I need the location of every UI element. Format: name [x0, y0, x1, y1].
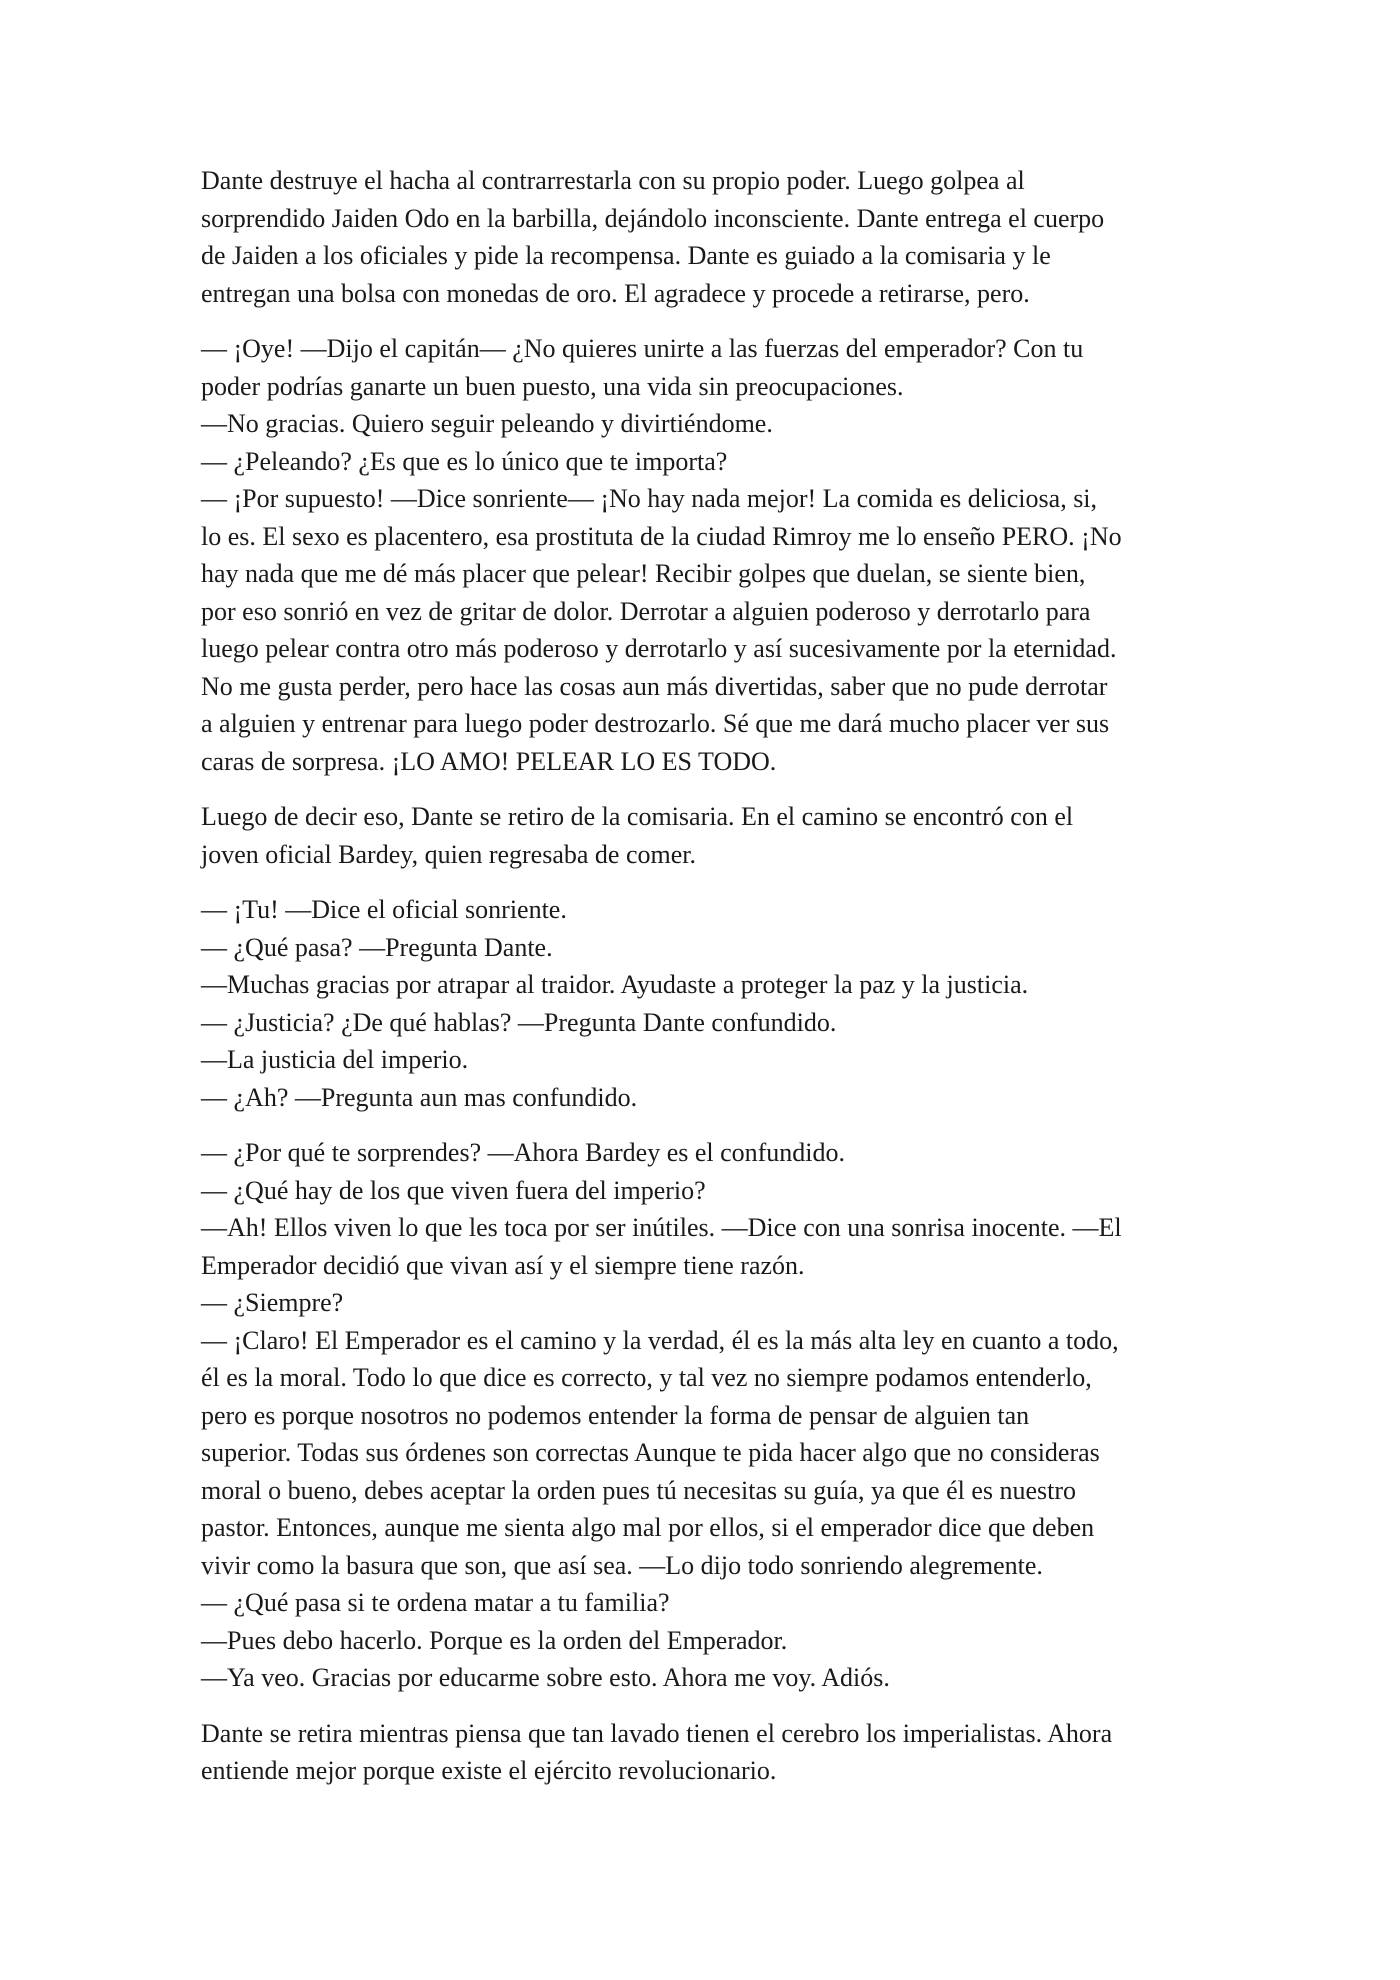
- text-line: joven oficial Bardey, quien regresaba de comer.: [201, 839, 696, 869]
- text-line: superior. Todas sus órdenes son correctas Aunque te pida hacer algo que no consideras: [201, 1438, 1100, 1467]
- text-line: Luego de decir eso, Dante se retiro de la comisaria. En el camino se encontró con el: [201, 802, 1074, 831]
- paragraph: [201, 1134, 1211, 1697]
- text-line: pero es porque nosotros no podemos entender la forma de pensar de alguien tan: [201, 1400, 1030, 1430]
- text-line: —Pues debo hacerlo. Porque es la orden del Emperador.: [201, 1625, 788, 1655]
- text-line: —No gracias. Quiero seguir peleando y divirtiéndome.: [201, 409, 773, 438]
- text-line: — ¡Por supuesto! —Dice sonriente— ¡No hay nada mejor! La comida es deliciosa, si,: [201, 484, 1098, 513]
- text-line: Dante destruye el hacha al contrarrestarla con su propio poder. Luego golpea al: [201, 166, 1025, 195]
- text-line: Dante se retira mientras piensa que tan lavado tienen el cerebro los imperialistas. Ahora: [201, 1718, 1113, 1748]
- text-line: entiende mejor porque existe el ejército revolucionario.: [201, 1756, 777, 1785]
- text-line: —La justicia del imperio.: [201, 1045, 469, 1074]
- text-line: pastor. Entonces, aunque me sienta algo mal por ellos, si el emperador dice que deben: [201, 1513, 1095, 1542]
- text-line: — ¡Claro! El Emperador es el camino y la verdad, él es la más alta ley en cuanto a todo,: [201, 1325, 1119, 1355]
- paragraph: [201, 891, 1211, 1116]
- text-line: caras de sorpresa. ¡LO AMO! PELEAR LO ES TODO.: [201, 746, 777, 776]
- text-line: hay nada que me dé más placer que pelear! Recibir golpes que duelan, se siente bien,: [201, 559, 1086, 588]
- paragraph: [201, 798, 1211, 873]
- text-line: —Ah! Ellos viven lo que les toca por ser inútiles. —Dice con una sonrisa inocente. —El: [201, 1213, 1122, 1242]
- text-line: lo es. El sexo es placentero, esa prostituta de la ciudad Rimroy me lo enseño PERO. ¡No: [201, 521, 1122, 551]
- paragraph: [201, 162, 1211, 312]
- paragraph: [201, 1715, 1211, 1790]
- text-line: — ¿Siempre?: [201, 1288, 344, 1317]
- text-line: Emperador decidió que vivan así y el siempre tiene razón.: [201, 1250, 805, 1280]
- text-line: él es la moral. Todo lo que dice es correcto, y tal vez no siempre podamos entenderlo,: [201, 1363, 1092, 1392]
- document-page: [201, 162, 1211, 1790]
- text-line: luego pelear contra otro más poderoso y derrotarlo y así sucesivamente por la eternidad.: [201, 634, 1117, 663]
- text-line: vivir como la basura que son, que así sea. —Lo dijo todo sonriendo alegremente.: [201, 1550, 1043, 1580]
- text-line: — ¿Qué pasa si te ordena matar a tu familia?: [201, 1588, 670, 1617]
- paragraph: [201, 330, 1211, 780]
- text-line: No me gusta perder, pero hace las cosas aun más divertidas, saber que no pude derrotar: [201, 671, 1108, 701]
- text-line: de Jaiden a los oficiales y pide la recompensa. Dante es guiado a la comisaria y le: [201, 241, 1051, 270]
- text-line: — ¿Qué pasa? —Pregunta Dante.: [201, 932, 553, 962]
- text-line: —Muchas gracias por atrapar al traidor. Ayudaste a proteger la paz y la justicia.: [201, 970, 1029, 999]
- text-line: a alguien y entrenar para luego poder destrozarlo. Sé que me dará mucho placer ver sus: [201, 709, 1110, 738]
- text-line: — ¿Ah? —Pregunta aun mas confundido.: [201, 1082, 638, 1112]
- text-line: — ¿Justicia? ¿De qué hablas? —Pregunta Dante confundido.: [201, 1007, 837, 1037]
- text-line: — ¡Tu! —Dice el oficial sonriente.: [201, 895, 567, 924]
- text-line: — ¿Peleando? ¿Es que es lo único que te importa?: [201, 446, 728, 476]
- text-line: sorprendido Jaiden Odo en la barbilla, dejándolo inconsciente. Dante entrega el cuerpo: [201, 203, 1105, 233]
- text-line: entregan una bolsa con monedas de oro. El agradece y procede a retirarse, pero.: [201, 278, 1030, 308]
- text-line: por eso sonrió en vez de gritar de dolor. Derrotar a alguien poderoso y derrotarlo para: [201, 596, 1091, 626]
- text-line: poder podrías ganarte un buen puesto, una vida sin preocupaciones.: [201, 371, 904, 401]
- text-line: — ¿Qué hay de los que viven fuera del imperio?: [201, 1175, 706, 1205]
- text-line: — ¿Por qué te sorprendes? —Ahora Bardey es el confundido.: [201, 1138, 846, 1167]
- text-line: — ¡Oye! —Dijo el capitán— ¿No quieres unirte a las fuerzas del emperador? Con tu: [201, 334, 1084, 363]
- text-line: —Ya veo. Gracias por educarme sobre esto. Ahora me voy. Adiós.: [201, 1663, 890, 1692]
- text-line: moral o bueno, debes aceptar la orden pues tú necesitas su guía, ya que él es nuestro: [201, 1475, 1077, 1505]
